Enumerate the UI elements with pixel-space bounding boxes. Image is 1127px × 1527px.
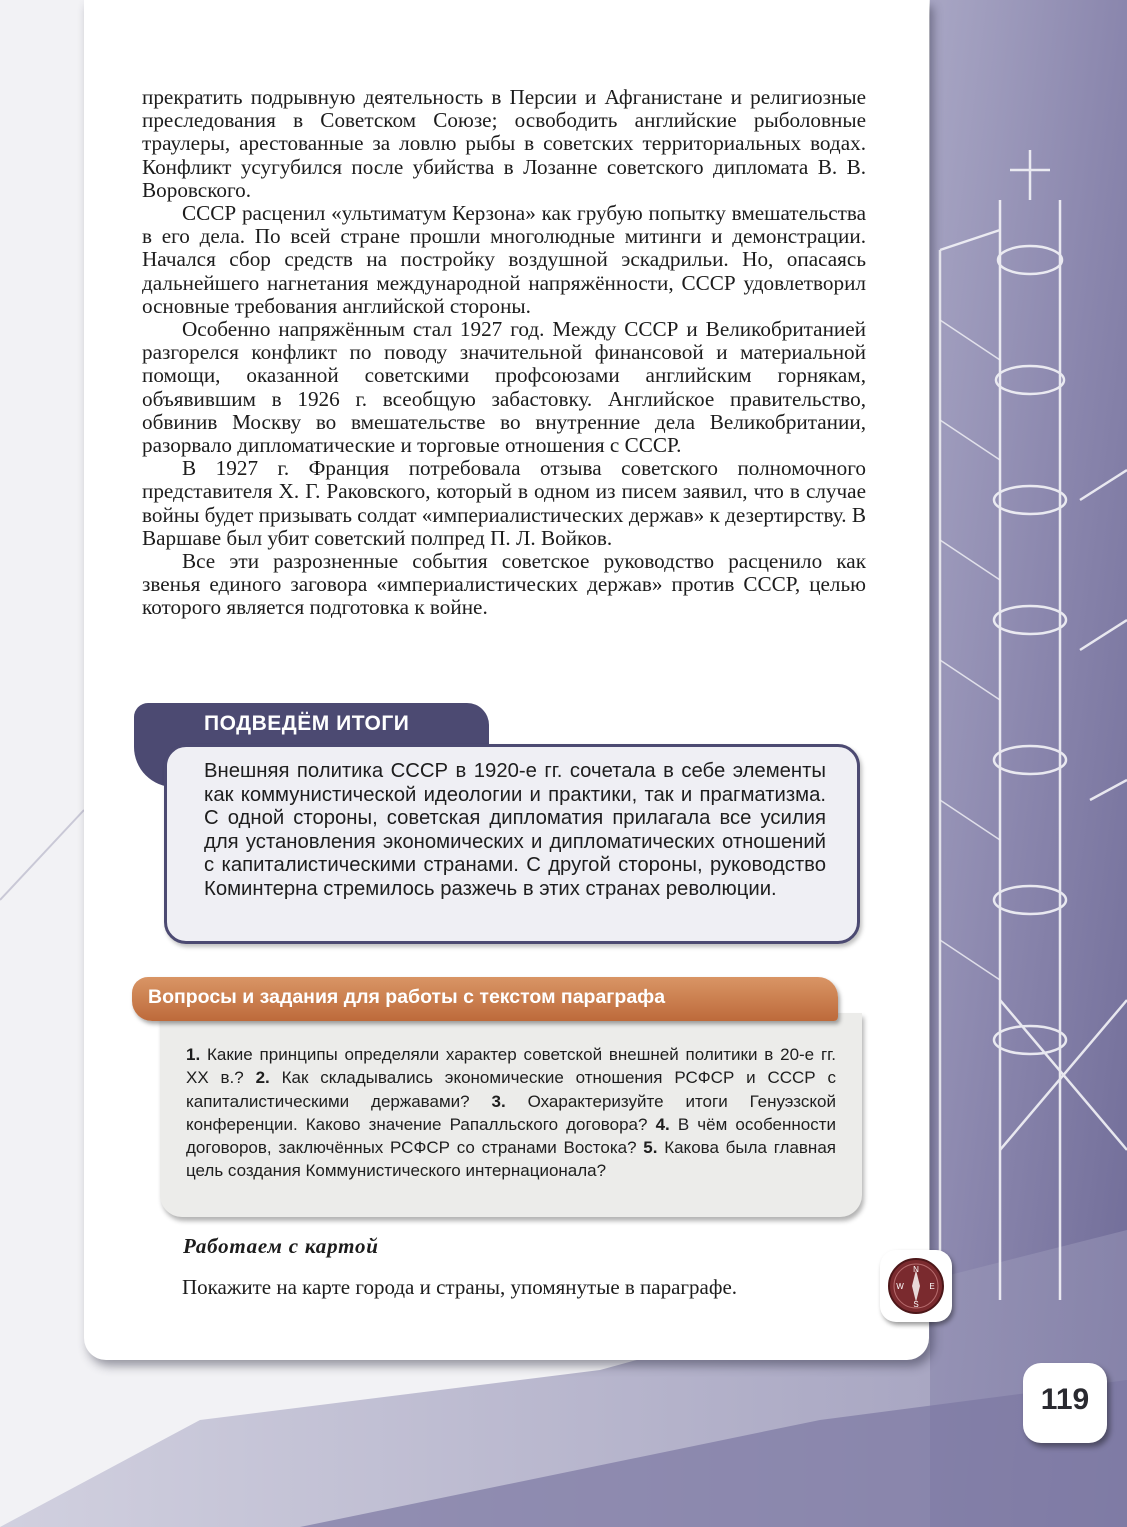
question-text: Как складывались экономические отношения РСФСР и СССР с капиталистическими державами? [186, 1068, 836, 1111]
question-text: Какие принципы определяли характер советской внешней политики в 20-е гг. XX в.? [186, 1045, 836, 1088]
map-task-text: Покажите на карте города и страны, упомянутые в параграфе. [182, 1275, 738, 1299]
question-number: 2. [255, 1068, 270, 1088]
question-number: 3. [491, 1091, 506, 1111]
question-number: 4. [655, 1114, 670, 1134]
paragraph: прекратить подрывную деятельность в Персии и Афганистане и религиозные преследования в Советском Союзе; освободить английские рыболовные траулеры, арестованные за ловлю рыбы в советских территориальных водах. Конфликт усугубился после убийства в Лозанне советского дипломата В. В. Воровского. [142, 85, 866, 202]
summary-title: ПОДВЕДЁМ ИТОГИ [204, 712, 410, 735]
question-text: Какова была главная цель создания Коммунистического интернационала? [186, 1138, 836, 1181]
questions-title: Вопросы и задания для работы с текстом параграфа [148, 986, 666, 1008]
paragraph: Все эти разрозненные события советское руководство расценило как звенья единого заговора «империалистических держав» против СССР, целью которого является подготовка к войне. [142, 549, 866, 620]
page-number: 119 [1040, 1383, 1090, 1416]
map-task-heading: Работаем с картой [183, 1234, 379, 1258]
questions-list [186, 1043, 836, 1183]
compass-w: W [896, 1282, 904, 1291]
compass-s: S [913, 1300, 919, 1309]
page-number-box [1023, 1363, 1107, 1443]
question-text: В чём особенности договоров, заключённых РСФСР со странами Востока? [186, 1114, 836, 1158]
compass-n: N [913, 1265, 919, 1274]
compass-e: E [929, 1282, 935, 1291]
summary-text: Внешняя политика СССР в 1920-е гг. сочетала в себе элементы как коммунистической идеологии и практики, так и прагматизма. С одной стороны, советская дипломатия прилагала все усилия для установления экономических и дипломатических отношений с капиталистическими странами. С другой стороны, руководство Коминтерна стремилось разжечь в этих странах революции. [204, 760, 826, 900]
paragraph: Особенно напряжённым стал 1927 год. Между СССР и Великобританией разгорелся конфликт по поводу значительной финансовой и материальной помощи, оказанной советскими профсоюзами английским горнякам, объявившим в 1926 г. всеобщую забастовку. Английское правительство, обвинив Москву во вмешательстве во внутренние дела Великобритании, разорвало дипломатические и торговые отношения с СССР. [142, 317, 866, 458]
question-number: 1. [186, 1045, 201, 1064]
main-text [142, 86, 866, 620]
compass-icon [880, 1250, 952, 1322]
paragraph: В 1927 г. Франция потребовала отзыва советского полномочного представителя Х. Г. Раковского, который в одном из писем заявил, что в случае войны будет призывать солдат «империалистических держав» к дезертирству. В Варшаве был убит советский полпред П. Л. Войков. [142, 456, 866, 550]
question-number: 5. [643, 1138, 658, 1158]
paragraph: СССР расценил «ультиматум Керзона» как грубую попытку вмешательства в его дела. По всей стране прошли многолюдные митинги и демонстрации. Начался сбор средств на постройку воздушной эскадрильи. Но, опасаясь дальнейшего нагнетания международной напряжённости, СССР удовлетворил основные требования английской стороны. [142, 201, 866, 318]
question-text: Охарактеризуйте итоги Генуэзской конференции. Каково значение Рапалльского договора? [186, 1091, 836, 1134]
